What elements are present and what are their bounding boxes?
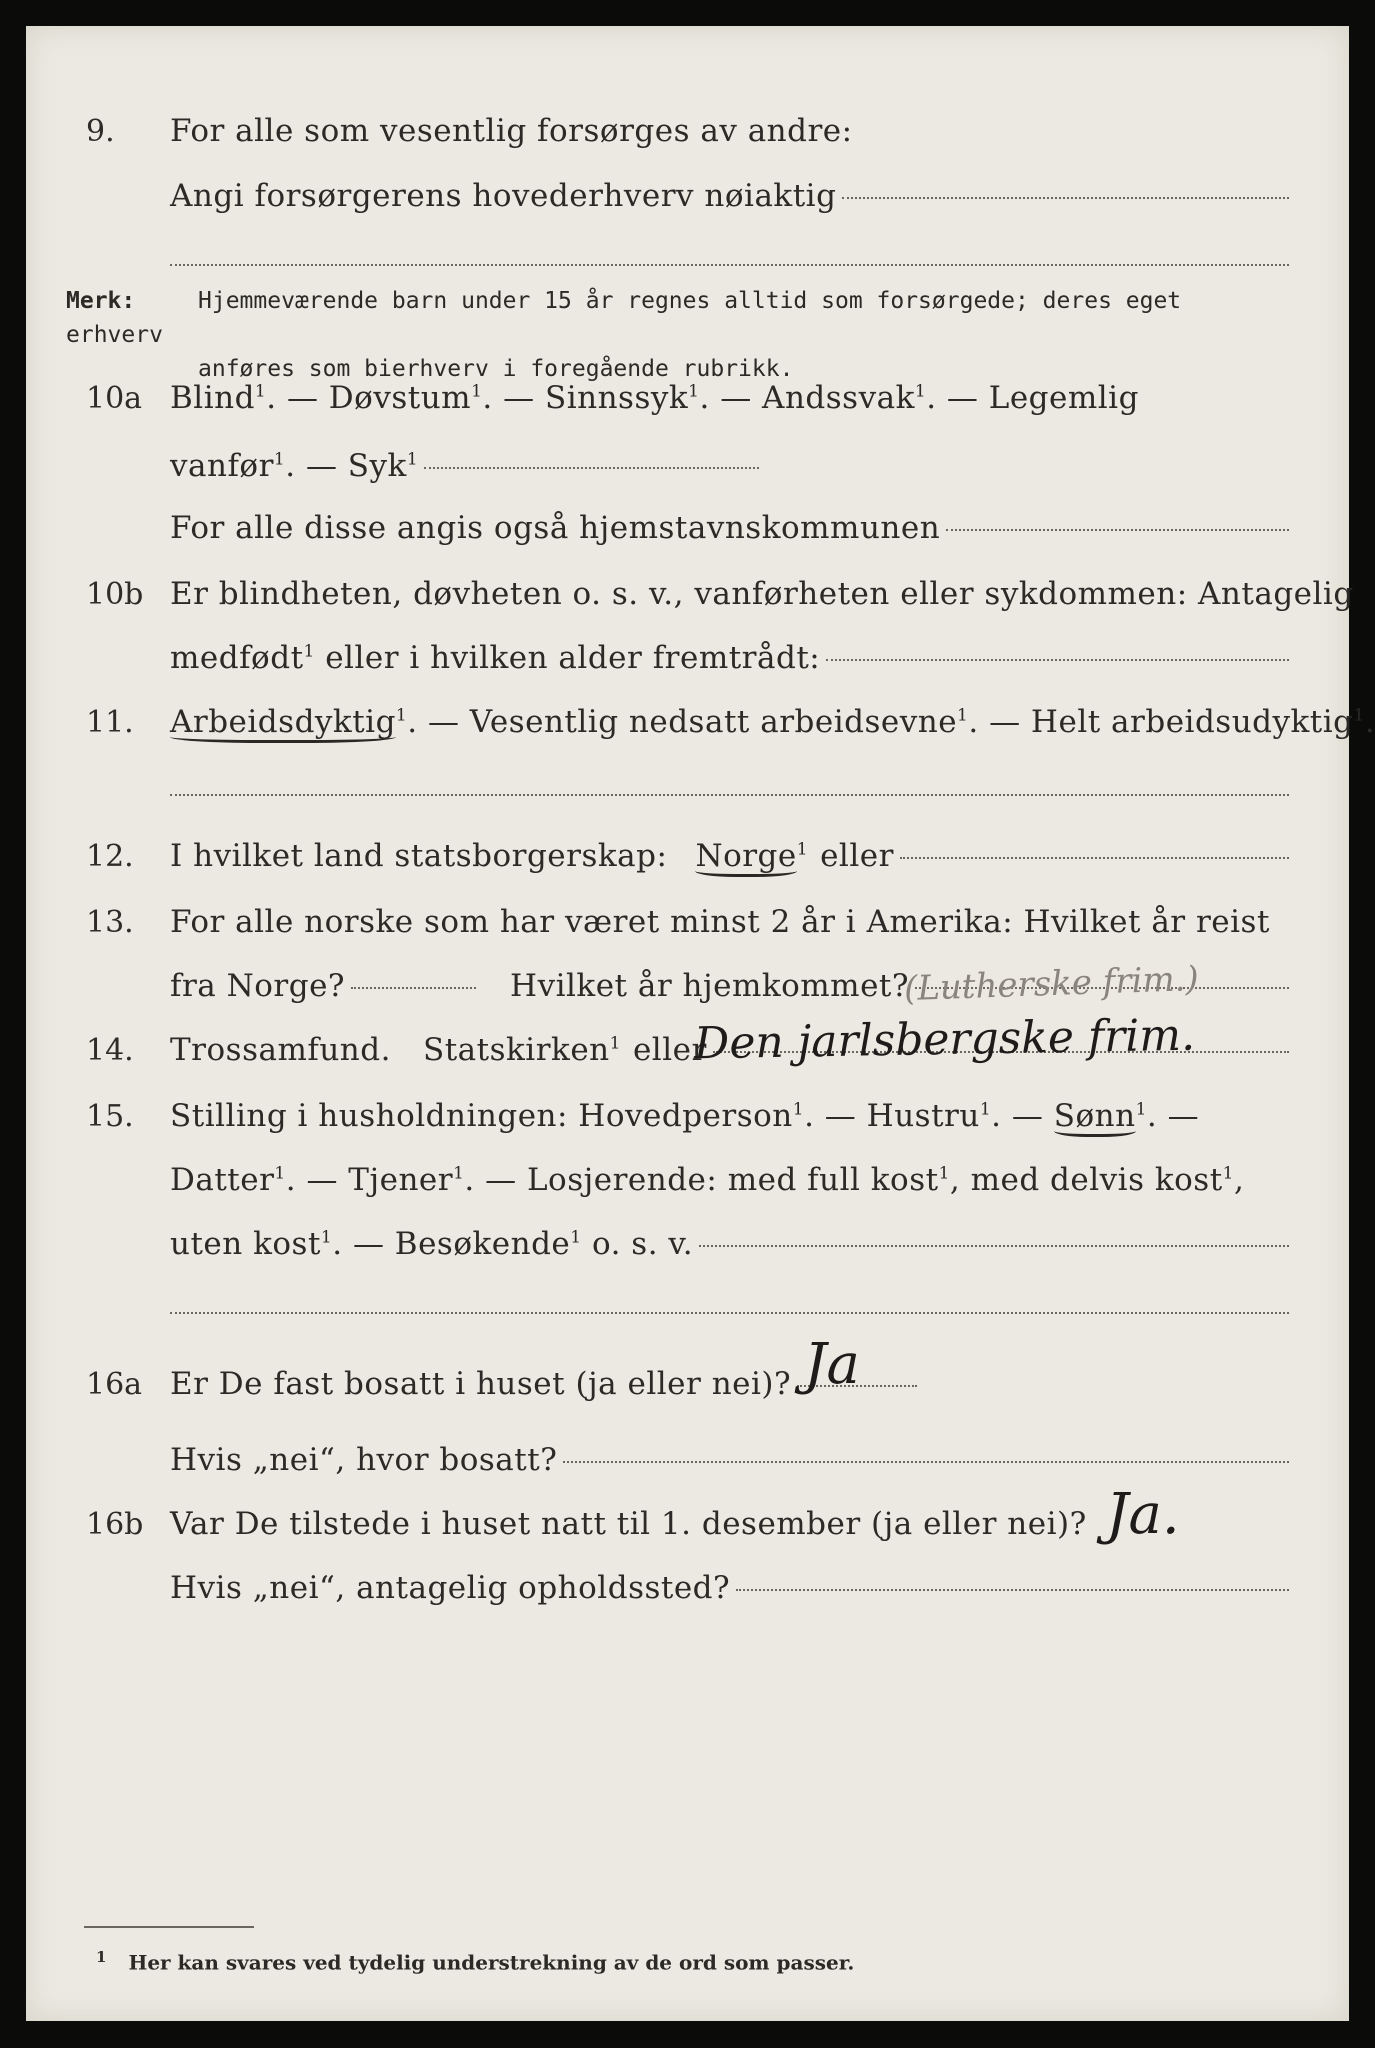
q16b-number: 16b [86, 1507, 144, 1542]
q10a-hjemstavn-field[interactable] [946, 529, 1289, 531]
q11-line: 11. Arbeidsdyktig$^1$. — Vesentlig nedsatt arbeidsevne$^1$. — Helt arbeidsudyktig$^1$. [86, 702, 1289, 743]
opt-sinnssyk[interactable]: . — Sinnssyk [482, 380, 689, 416]
q13-handwritten-note: (Lutherske frim.) [903, 958, 1200, 1010]
q15-line1: 15. Stilling i husholdningen: Hovedperson$^1$. — Hustru$^1$. — Sønn$^1$. — [86, 1096, 1289, 1137]
opt-tjener[interactable]: . — Tjener [285, 1162, 454, 1198]
q15-number: 15. [86, 1099, 134, 1134]
opt-arbeidsudyktig[interactable]: . — Helt arbeidsudyktig [968, 704, 1354, 740]
footnote-text: Her kan svares ved tydelig understrekning av de ord som passer. [128, 1950, 855, 1975]
opt-medfodt[interactable]: medfødt [170, 640, 304, 676]
q16a-line2 [86, 1440, 1289, 1480]
merk-note [66, 284, 1289, 386]
opt-hovedperson[interactable]: Stilling i husholdningen: Hovedperson [170, 1098, 793, 1134]
footnote-rule [84, 1926, 254, 1928]
q11-number: 11. [86, 705, 134, 740]
opt-hustru[interactable]: . — Hustru [804, 1098, 980, 1134]
opt-losjerende-full-kost[interactable]: . — Losjerende: med full kost [464, 1162, 939, 1198]
q10b-question: Er blindheten, døvheten o. s. v., vanførheten eller sykdommen: Antagelig [170, 576, 1354, 612]
q11-answer-line[interactable] [170, 794, 1289, 796]
q10a-hjemstavn-label: For alle disse angis også hjemstavnskommunen [170, 510, 941, 546]
q10a-line3 [86, 508, 1289, 548]
opt-besokende[interactable]: . — Besøkende [332, 1226, 571, 1262]
q14-eller: eller [632, 1032, 707, 1068]
q9-instruction: Angi forsørgerens hovederhverv nøiaktig [170, 178, 837, 214]
q13-reist-field[interactable] [351, 987, 476, 989]
merk-text-2: anføres som bierhverv i foregående rubrikk. [198, 356, 794, 382]
q14-handwritten-answer: Den jarlsbergske frim. [693, 1009, 1196, 1070]
q10a-line1: 10a Blind$^1$. — Døvstum$^1$. — Sinnssyk$^1$. — Andssvak$^1$. — Legemlig [86, 378, 1289, 419]
q13-line1 [86, 902, 1289, 943]
q13-hjemkommet-label: Hvilket år hjemkommet? [510, 968, 910, 1004]
opt-delvis-kost[interactable]: , med delvis kost [949, 1162, 1223, 1198]
q12-number: 12. [86, 839, 134, 874]
q15-line2: Datter$^1$. — Tjener$^1$. — Losjerende: med full kost$^1$, med delvis kost$^1$, [170, 1162, 1245, 1198]
q12-answer-field[interactable] [900, 857, 1289, 859]
opt-syk[interactable]: . — Syk [285, 448, 407, 484]
q10b-number: 10b [86, 577, 144, 612]
opt-legemlig[interactable]: . — Legemlig [926, 380, 1139, 416]
q9-question: For alle som vesentlig forsørges av andre: [170, 113, 853, 149]
q15-line3: uten kost$^1$. — Besøkende$^1$ o. s. v. [86, 1224, 1289, 1264]
opt-nedsatt-arbeidsevne[interactable]: . — Vesentlig nedsatt arbeidsevne [407, 704, 958, 740]
opt-blind[interactable]: Blind [170, 380, 255, 416]
opt-sonn[interactable]: Sønn [1054, 1098, 1136, 1137]
q10b-line1 [86, 574, 1354, 615]
q9-number: 9. [86, 114, 115, 149]
q16a-bosatt-label: Hvis „nei“, hvor bosatt? [170, 1442, 558, 1478]
q13-number: 13. [86, 905, 134, 940]
opt-norge[interactable]: Norge [695, 838, 796, 877]
opt-andssvak[interactable]: . — Andssvak [699, 380, 915, 416]
footnote [96, 1948, 854, 1975]
opt-arbeidsdyktig[interactable]: Arbeidsdyktig [170, 704, 396, 743]
q10b-line2: medfødt$^1$ eller i hvilken alder fremtrådt: [86, 638, 1289, 678]
q12-line: 12. I hvilket land statsborgerskap: Norge$^1$ eller [86, 836, 1289, 877]
q16b-opholdssted-label: Hvis „nei“, antagelig opholdssted? [170, 1570, 731, 1606]
q9-answer-field[interactable] [842, 197, 1289, 199]
q16a-handwritten-answer: Ja [804, 1332, 860, 1397]
q16a-number: 16a [86, 1367, 143, 1402]
q10b-alder-label: eller i hvilken alder fremtrådt: [314, 640, 821, 676]
footnote-mark: 1 [96, 1948, 107, 1966]
merk-text-1: Hjemmeværende barn under 15 år regnes alltid som forsørgede; deres eget erhverv [66, 288, 1182, 348]
q9-answer-line2[interactable] [170, 264, 1289, 266]
q16b-question: Var De tilstede i huset natt til 1. desember (ja eller nei)? [170, 1506, 1087, 1542]
q16b-line2 [86, 1568, 1289, 1608]
q10a-line2: vanfør$^1$. — Syk$^1$ [86, 446, 1289, 486]
q10b-answer-field[interactable] [826, 659, 1289, 661]
q15-answer-field[interactable] [699, 1245, 1289, 1247]
opt-statskirken[interactable]: Statskirken$^1$ [422, 1032, 621, 1068]
q10a-number: 10a [86, 381, 143, 416]
opt-datter[interactable]: Datter [170, 1162, 275, 1198]
q16a-question: Er De fast bosatt i huset (ja eller nei)? [170, 1366, 792, 1402]
opt-dovstum[interactable]: . — Døvstum [266, 380, 472, 416]
q16b-handwritten-answer: Ja. [1106, 1482, 1180, 1547]
q9-line2 [86, 176, 1289, 216]
q13-reist-label: fra Norge? [170, 968, 346, 1004]
q16a-line1 [86, 1364, 1289, 1405]
q9-line1 [86, 111, 1289, 152]
merk-label: Merk: [66, 288, 136, 314]
q10a-answer-field[interactable] [424, 467, 759, 469]
q14-label: Trossamfund. [170, 1032, 391, 1068]
census-form-page [26, 26, 1375, 2021]
q12-question: I hvilket land statsborgerskap: [170, 838, 668, 874]
q12-eller: eller [820, 838, 894, 874]
q14-number: 14. [86, 1033, 134, 1068]
q13-question: For alle norske som har været minst 2 år i Amerika: Hvilket år reist [170, 904, 1270, 940]
opt-vanfor[interactable]: vanfør [170, 448, 274, 484]
q15-answer-line2[interactable] [170, 1312, 1289, 1314]
opt-uten-kost[interactable]: uten kost [170, 1226, 321, 1262]
q16a-bosatt-field[interactable] [563, 1461, 1289, 1463]
q16b-opholdssted-field[interactable] [736, 1589, 1289, 1591]
